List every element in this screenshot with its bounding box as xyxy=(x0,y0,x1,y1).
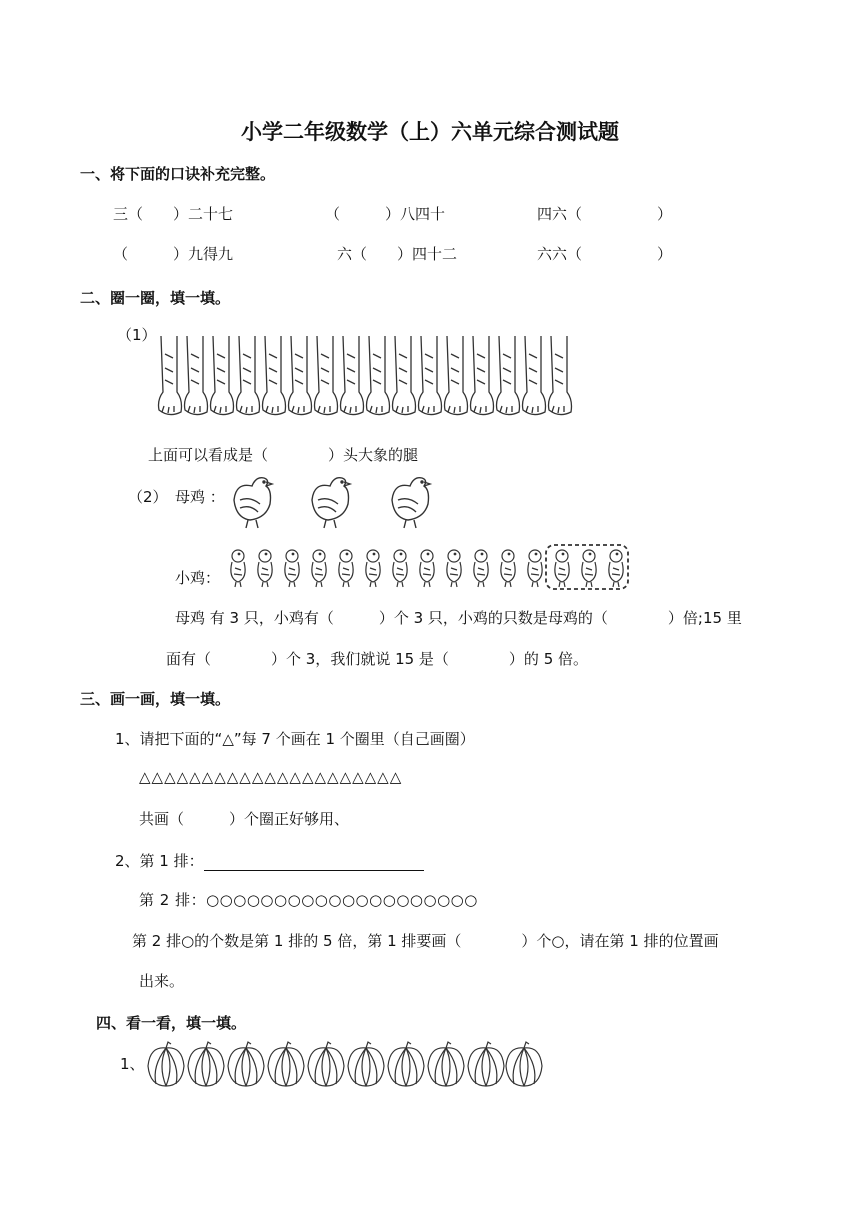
page-title: 小学二年级数学（上）六单元综合测试题 xyxy=(241,120,619,144)
section-1-heading: 一、将下面的口诀补充完整。 xyxy=(80,165,276,183)
row-2-circles: 第 2 排：○○○○○○○○○○○○○○○○○○○○ xyxy=(139,891,478,909)
rhyme-blank-1: 三（ ）二十七 xyxy=(113,205,234,223)
row-1-answer-line xyxy=(204,856,424,871)
rhyme-blank-5: 六（ ）四十二 xyxy=(337,245,458,263)
row-1-line xyxy=(115,850,424,871)
question-3-2-text-line2: 出来。 xyxy=(139,972,185,990)
question-4-1-number: 1、 xyxy=(120,1055,145,1073)
question-2-2-text-line1: 母鸡 有 3 只，小鸡有（ ）个 3 只，小鸡的只数是母鸡的（ ）倍;15 里 xyxy=(175,609,742,627)
question-3-1-text: 1、请把下面的“△”每 7 个画在 1 个圈里（自己画圈） xyxy=(115,730,475,748)
question-2-2-text-line2: 面有（ ）个 3，我们就说 15 是（ ）的 5 倍。 xyxy=(166,650,589,668)
hen-label: 母鸡 ： xyxy=(175,488,225,506)
pumpkins-picture xyxy=(146,1040,546,1090)
rhyme-blank-4: （ ）九得九 xyxy=(113,245,234,263)
rhyme-blank-2: （ ）八四十 xyxy=(325,205,446,223)
hens-picture xyxy=(226,470,438,530)
row-1-label: 2、第 1 排： xyxy=(115,852,204,870)
rhyme-blank-6: 六六（ ） xyxy=(537,245,673,263)
question-2-1-number: （1） xyxy=(117,326,157,344)
section-3-heading: 三、画一画，填一填。 xyxy=(80,690,231,708)
chick-label: 小鸡： xyxy=(175,569,221,587)
question-3-2-text-line1: 第 2 排○的个数是第 1 排的 5 倍，第 1 排要画（ ）个○，请在第 1 排的位置画 xyxy=(132,932,719,950)
rhyme-blank-3: 四六（ ） xyxy=(537,205,673,223)
question-2-2-number: （2） xyxy=(128,488,168,506)
question-3-1-fill: 共画（ ）个圈正好够用、 xyxy=(139,810,350,828)
question-2-1-text: 上面可以看成是（ ）头大象的腿 xyxy=(148,446,419,464)
triangle-row: △△△△△△△△△△△△△△△△△△△△△ xyxy=(139,768,403,786)
chicks-picture xyxy=(226,542,632,592)
elephant-legs-picture xyxy=(155,334,580,422)
section-4-heading: 四、看一看，填一填。 xyxy=(96,1014,247,1032)
section-2-heading: 二、圈一圈，填一填。 xyxy=(80,289,231,307)
